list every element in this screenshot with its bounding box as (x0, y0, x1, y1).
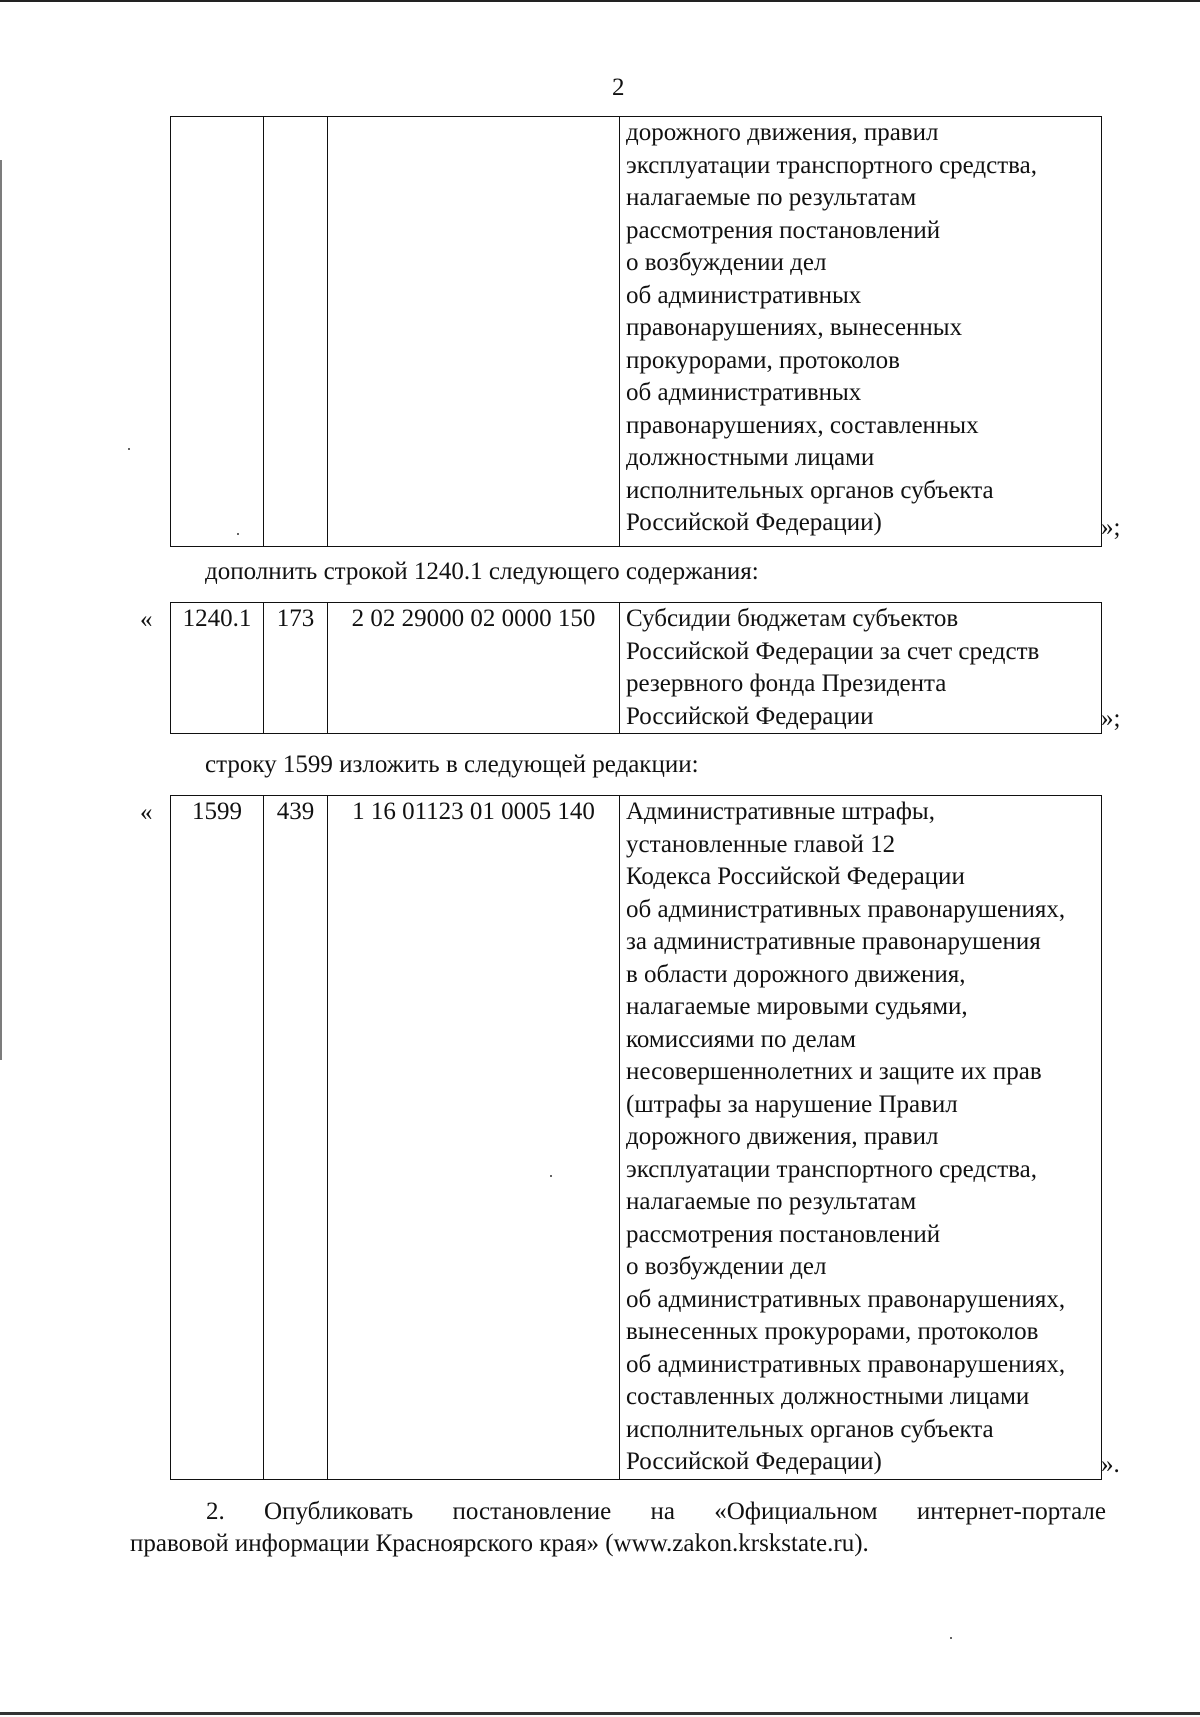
paragraph-line: правовой информации Красноярского края» (www.zakon.krskstate.ru). (130, 1530, 869, 1557)
table-row (171, 796, 1102, 1480)
description-line: Российской Федерации за счет средств (626, 637, 1040, 665)
description-line: правонарушениях, вынесенных (626, 314, 963, 341)
description-line: дорожного движения, правил (626, 1123, 939, 1150)
description-line: Российской Федерации) (626, 1448, 882, 1475)
description-line: за административные правонарушения (626, 928, 1041, 955)
admin-code-cell: 439 (264, 796, 328, 1480)
scan-speck (128, 448, 130, 450)
description-line: о возбуждении дел (626, 1253, 827, 1280)
description-line: налагаемые по результатам (626, 1188, 917, 1215)
admin-code-cell (264, 117, 328, 547)
kbk-code-cell: 2 02 29000 02 0000 150 (328, 603, 620, 734)
row-number-cell: 1599 (171, 796, 264, 1480)
page-number: 2 (612, 74, 625, 101)
description-line: в области дорожного движения, (626, 960, 966, 988)
opening-quote: « (140, 799, 153, 826)
scan-speck (550, 1175, 552, 1177)
paragraph-publication (130, 1496, 1106, 1560)
description-line: дорожного движения, правил (626, 119, 939, 146)
description-line: несовершеннолетних и защите их прав (626, 1058, 1042, 1085)
scan-left-edge (0, 160, 2, 1060)
description-line: эксплуатации транспортного средства, (626, 151, 1037, 179)
instruction-paragraph: дополнить строкой 1240.1 следующего содержания: (205, 558, 759, 585)
description-line: прокурорами, протоколов (626, 346, 900, 374)
description-line: об административных (626, 281, 862, 309)
description-line: Российской Федерации) (626, 509, 882, 536)
description-line: Кодекса Российской Федерации (626, 863, 965, 890)
scan-top-edge (0, 0, 1200, 2)
closing-quote: ». (1101, 1451, 1120, 1478)
description-line: правонарушениях, составленных (626, 411, 979, 439)
description-line: Административные штрафы, (626, 798, 935, 825)
table-row (171, 603, 1102, 734)
description-line: (штрафы за нарушение Правил (626, 1090, 958, 1118)
description-line: исполнительных органов субъекта (626, 476, 994, 504)
description-line: эксплуатации транспортного средства, (626, 1155, 1037, 1183)
description-line: об административных правонарушениях, (626, 895, 1066, 923)
description-cell (620, 796, 1102, 1480)
description-line: Российской Федерации (626, 702, 874, 730)
description-line: составленных должностными лицами (626, 1383, 1030, 1410)
description-line: комиссиями по делам (626, 1025, 856, 1053)
description-line: рассмотрения постановлений (626, 216, 941, 244)
closing-quote: »; (1101, 705, 1121, 732)
instruction-paragraph: строку 1599 изложить в следующей редакции: (205, 751, 699, 778)
row-number-cell: 1240.1 (171, 603, 264, 734)
admin-code-cell: 173 (264, 603, 328, 734)
row-number-cell (171, 117, 264, 547)
closing-quote: »; (1101, 514, 1121, 541)
description-cell (620, 603, 1102, 734)
description-line: установленные главой 12 (626, 830, 896, 858)
description-line: об административных правонарушениях, (626, 1350, 1066, 1378)
paragraph-line: 2. Опубликовать постановление на «Официальном интернет-портале (206, 1498, 1106, 1525)
description-cell (620, 117, 1102, 547)
description-line: об административных правонарушениях, (626, 1285, 1066, 1313)
scan-bottom-edge (0, 1712, 1200, 1715)
table-continuation (170, 116, 1102, 547)
description-line: резервного фонда Президента (626, 670, 947, 697)
opening-quote: « (140, 606, 153, 633)
description-line: исполнительных органов субъекта (626, 1415, 994, 1443)
kbk-code-cell (328, 117, 620, 547)
scan-speck (237, 533, 239, 535)
scan-speck (950, 1637, 952, 1639)
description-line: об административных (626, 379, 862, 406)
description-line: налагаемые по результатам (626, 184, 917, 211)
description-line: Субсидии бюджетам субъектов (626, 605, 959, 632)
description-line: вынесенных прокурорами, протоколов (626, 1318, 1039, 1345)
table-row (171, 117, 1102, 547)
description-line: рассмотрения постановлений (626, 1220, 941, 1248)
table-row-1599 (170, 795, 1102, 1480)
kbk-code-cell: 1 16 01123 01 0005 140 (328, 796, 620, 1480)
description-line: о возбуждении дел (626, 249, 827, 276)
table-row-1240-1 (170, 602, 1102, 734)
description-line: налагаемые мировыми судьями, (626, 993, 968, 1020)
description-line: должностными лицами (626, 444, 875, 471)
